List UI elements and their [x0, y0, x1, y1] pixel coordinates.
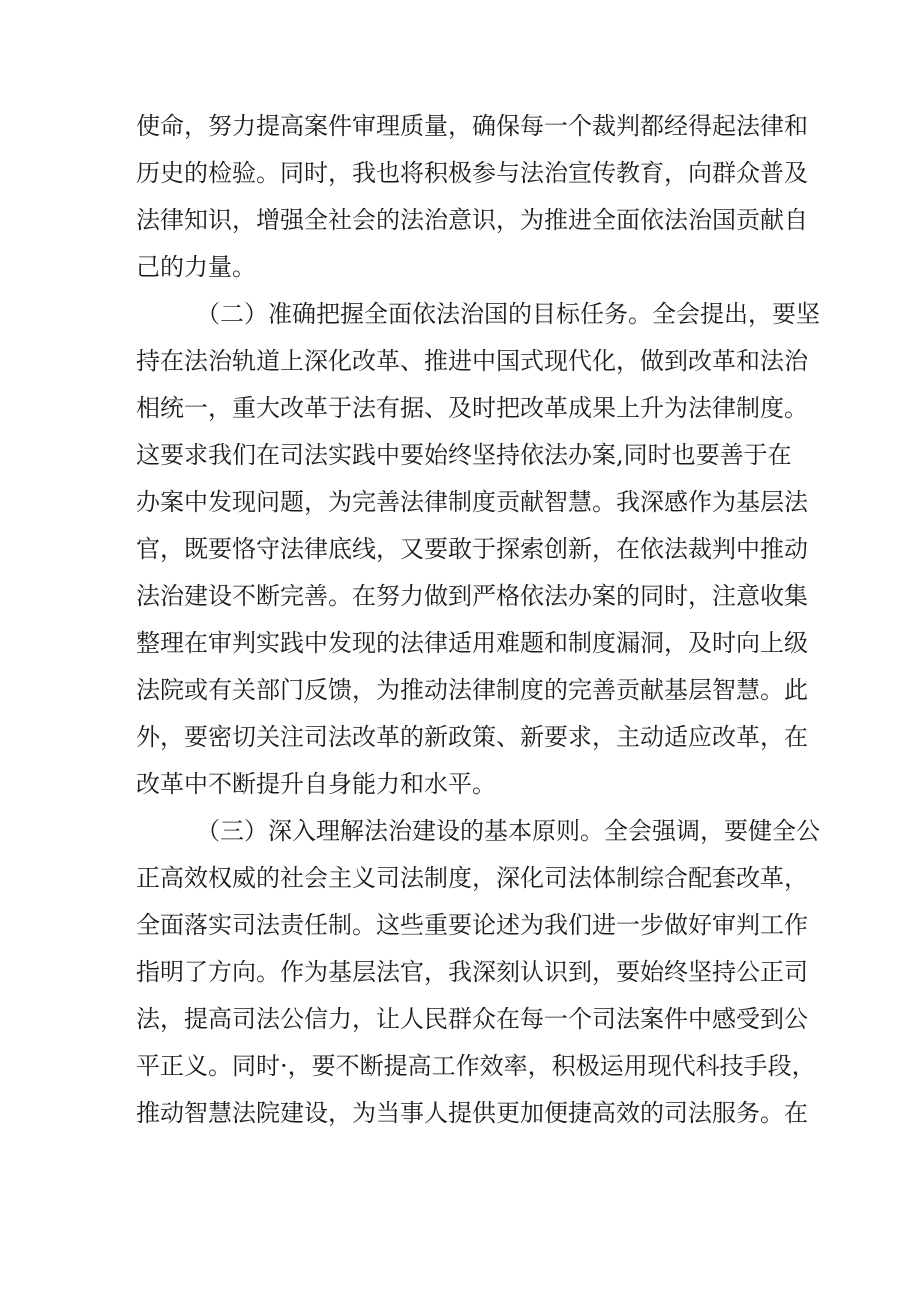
text-line: （三）深入理解法治建设的基本原则。全会强调，要健全公 [196, 817, 820, 845]
text-line: 法治建设不断完善。在努力做到严格依法办案的同时，注意收集 [136, 582, 808, 610]
text-line: 法，提高司法公信力，让人民群众在每一个司法案件中感受到公 [136, 1005, 808, 1033]
paragraph-3 [136, 808, 820, 1137]
text-line: 指明了方向。作为基层法官，我深刻认识到，要始终坚持公正司 [136, 958, 808, 986]
text-line: 改革中不断提升自身能力和水平。 [136, 770, 496, 798]
text-line: 己的力量。 [136, 253, 256, 281]
text-line: 相统一，重大改革于法有据、及时把改革成果上升为法律制度。 [136, 394, 808, 422]
text-line: 平正义。同时·，要不断提高工作效率，积极运用现代科技手段， [136, 1052, 816, 1080]
text-line: 推动智慧法院建设，为当事人提供更加便捷高效的司法服务。在 [136, 1099, 808, 1127]
text-line: 这要求我们在司法实践中要始终坚持依法办案,同时也要善于在 [136, 441, 792, 469]
text-line: 使命，努力提高案件审理质量，确保每一个裁判都经得起法律和 [136, 112, 808, 140]
text-line: 整理在审判实践中发现的法律适用难题和制度漏洞，及时向上级 [136, 629, 808, 657]
text-line: 官，既要恪守法律底线，又要敢于探索创新，在依法裁判中推动 [136, 535, 808, 563]
text-line: 办案中发现问题，为完善法律制度贡献智慧。我深感作为基层法 [136, 488, 808, 516]
text-line: 历史的检验。同时，我也将积极参与法治宣传教育，向群众普及 [136, 159, 808, 187]
text-line: （二）准确把握全面依法治国的目标任务。全会提出，要坚 [196, 300, 820, 328]
text-line: 正高效权威的社会主义司法制度，深化司法体制综合配套改革， [136, 864, 808, 892]
text-line: 全面落实司法责任制。这些重要论述为我们进一步做好审判工作 [136, 911, 808, 939]
document-body [136, 103, 820, 1137]
paragraph-1 [136, 103, 808, 291]
text-line: 法律知识，增强全社会的法治意识，为推进全面依法治国贡献自 [136, 206, 808, 234]
paragraph-2 [136, 291, 820, 808]
text-line: 法院或有关部门反馈，为推动法律制度的完善贡献基层智慧。此 [136, 676, 808, 704]
text-line: 持在法治轨道上深化改革、推进中国式现代化，做到改革和法治 [136, 347, 808, 375]
text-line: 外，要密切关注司法改革的新政策、新要求，主动适应改革，在 [136, 723, 808, 751]
